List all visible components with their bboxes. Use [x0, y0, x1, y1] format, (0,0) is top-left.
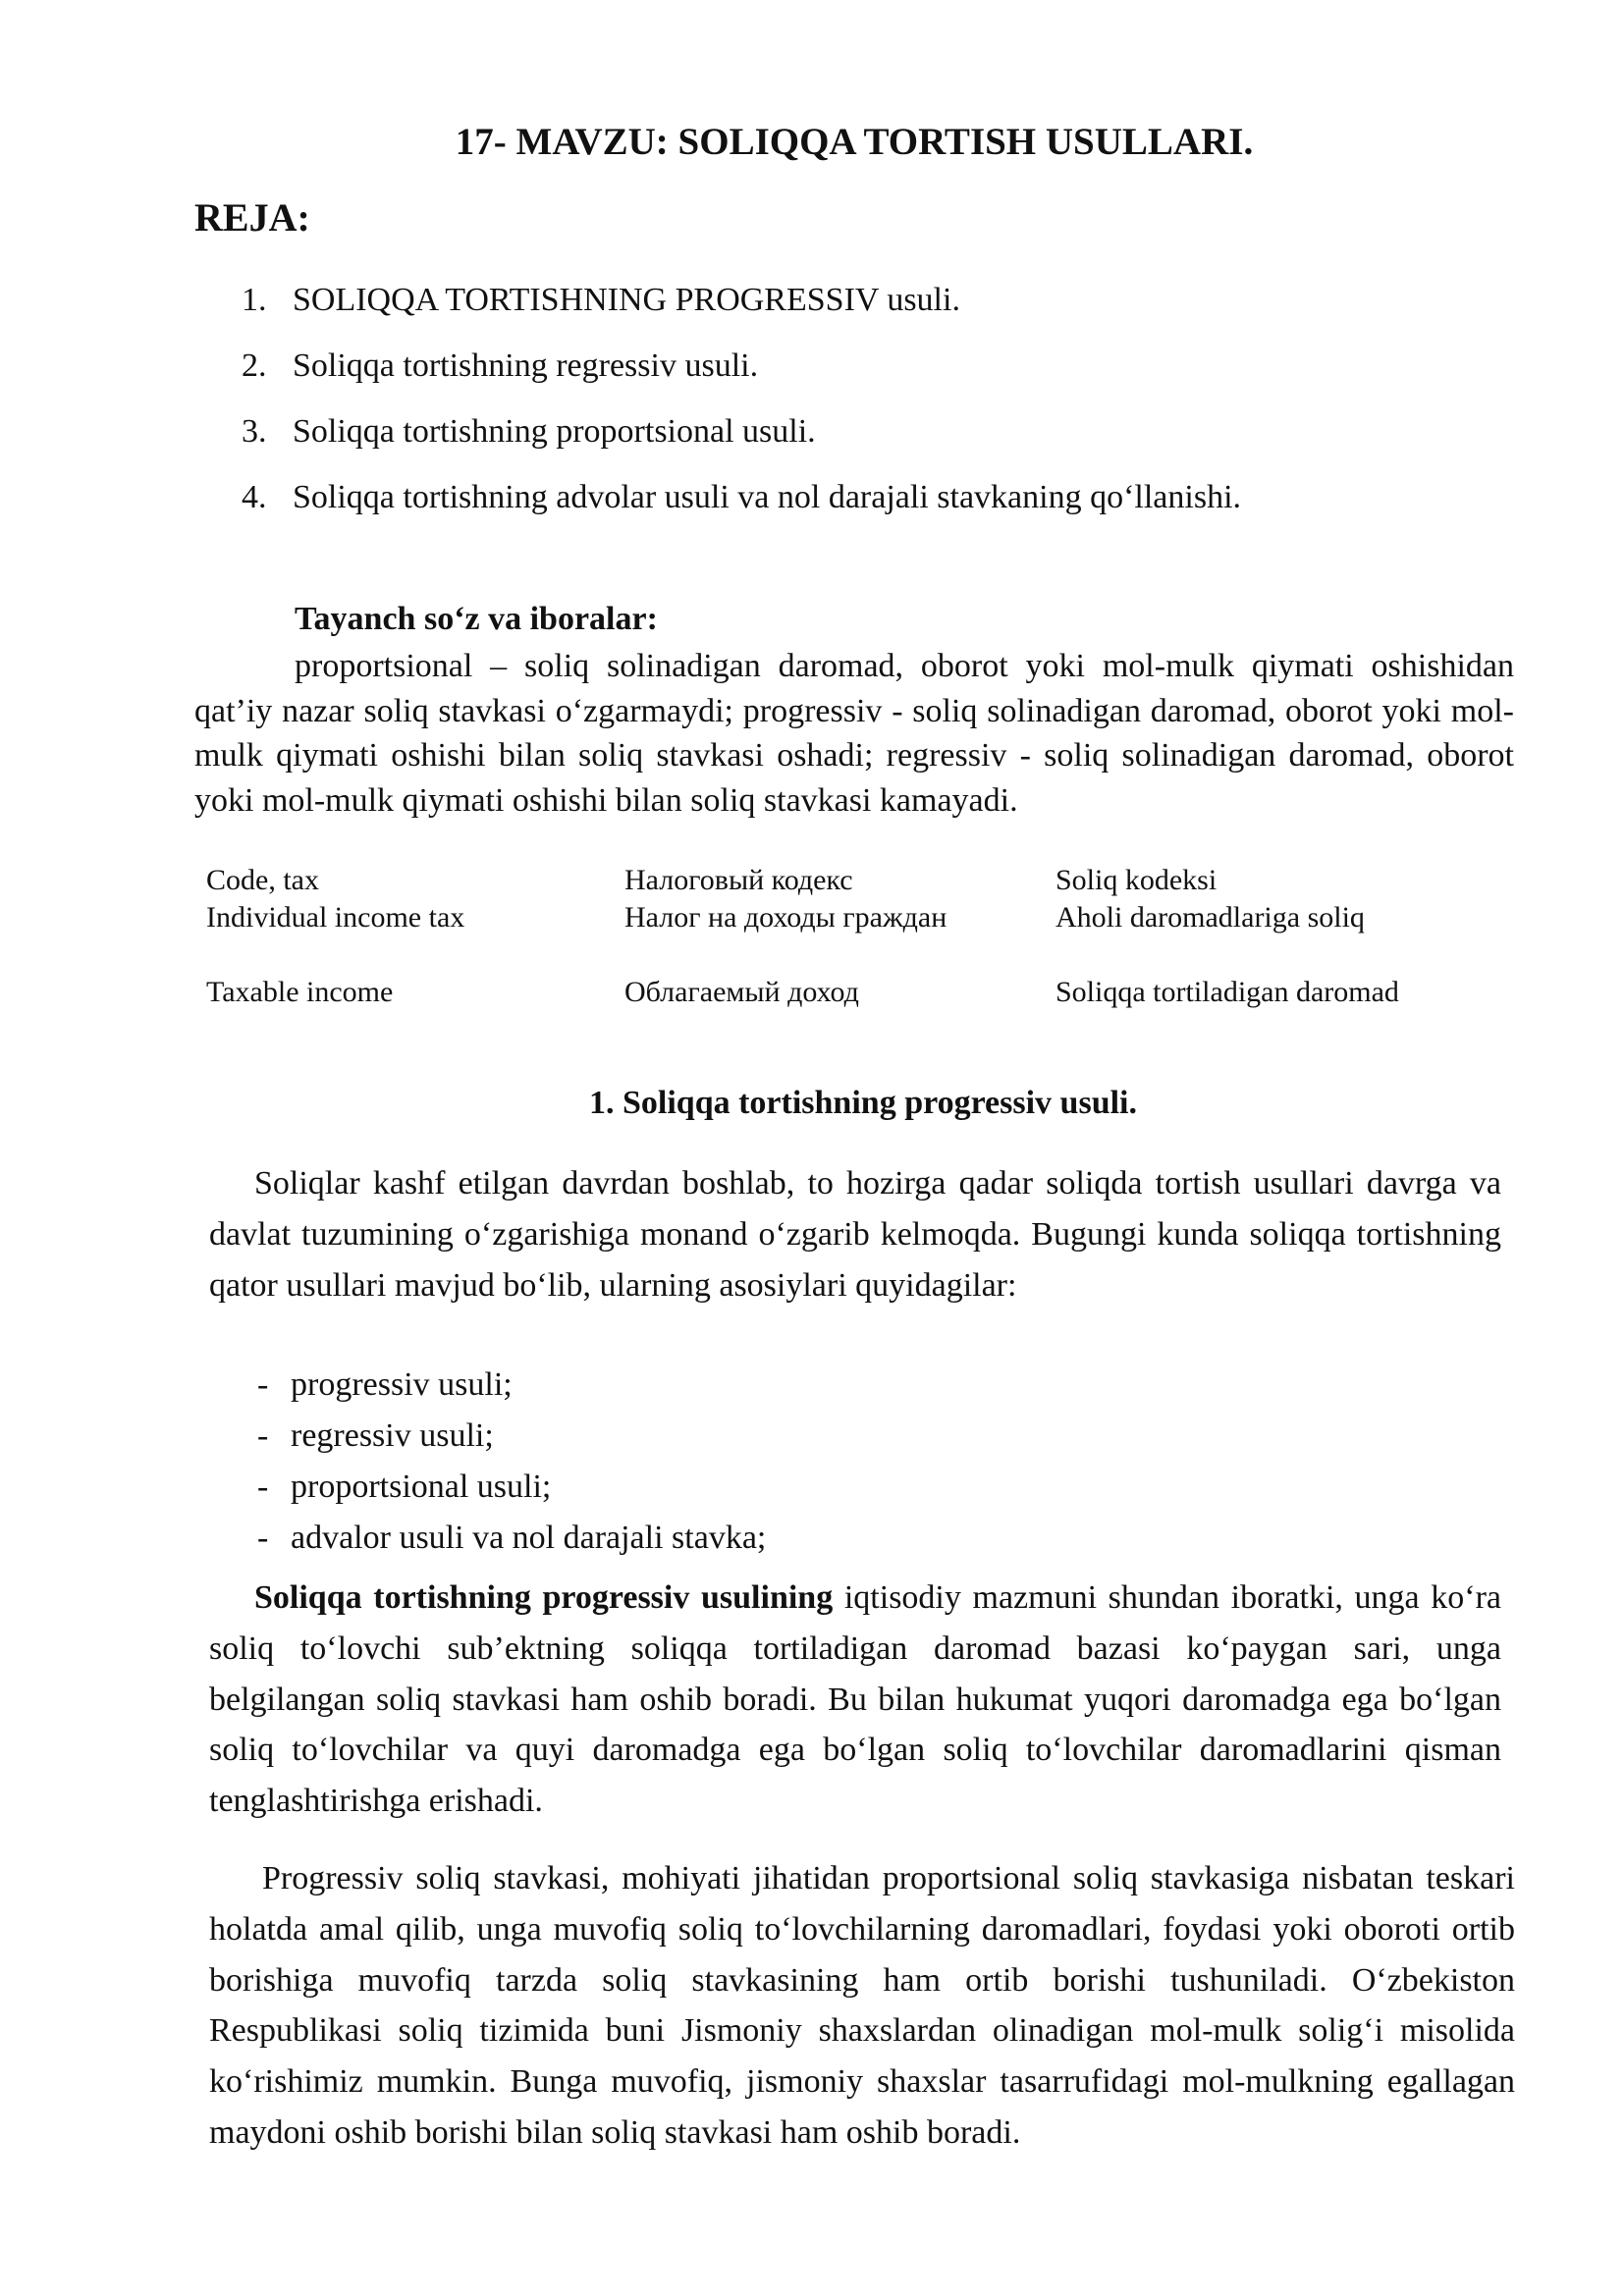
- emphasis-term: Soliqqa tortishning progressiv usulining: [254, 1579, 834, 1616]
- progressive-rate-text: Progressiv soliq stavkasi, mohiyati jihatidan proportsional soliq stavkasiga nisbatan teskari holatda amal qilib, unga muvofiq soliq to‘lovchilarning daromadlari, foydasi yoki oboroti ortib borishiga muvofiq tarzda soliq stavkasining ham ortib borishi tushuniladi. O‘zbekiston Respublikasi soliq tizimida buni Jismoniy shaxslardan olinadigan mol-mulk solig‘i misolida ko‘rishimiz mumkin. Bunga muvofiq, jismoniy shaxslar tasarrufidagi mol-mulkning egallagan maydoni oshib borishi bilan soliq stavkasi ham oshib boradi.: [209, 1860, 1515, 2151]
- list-item: [257, 1411, 766, 1462]
- bullet-dash: -: [257, 1520, 269, 1556]
- list-item-text: regressiv usuli;: [291, 1417, 494, 1454]
- section-heading: 1. Soliqqa tortishning progressiv usuli.: [588, 1085, 1137, 1121]
- glossary-term-english: Individual income tax: [206, 901, 465, 934]
- intro-paragraph: [209, 1158, 1501, 1310]
- plan-item-text: Soliqqa tortishning advolar usuli va nol darajali stavkaning qo‘llanishi.: [293, 479, 1242, 515]
- bullet-dash: -: [257, 1468, 269, 1505]
- glossary-term-russian: Налоговый кодекс: [624, 864, 853, 896]
- list-item: [257, 1462, 766, 1513]
- keywords-heading: Tayanch so‘z va iboralar:: [295, 601, 658, 637]
- glossary-term-english: Code, tax: [206, 864, 319, 896]
- keywords-definitions: [194, 644, 1514, 823]
- intro-text: Soliqlar kashf etilgan davrdan boshlab, to hozirga qadar soliqda tortish usullari davrga va davlat tuzumining o‘zgarishiga monand o‘zgarib kelmoqda. Bugungi kunda soliqqa tortishning qator usullari mavjud bo‘lib, ularning asosiylari quyidagilar:: [209, 1165, 1501, 1304]
- glossary-term-russian: Налог на доходы граждан: [624, 901, 947, 934]
- plan-item: [242, 267, 1241, 333]
- list-item: [257, 1360, 766, 1411]
- plan-item-text: Soliqqa tortishning regressiv usuli.: [293, 347, 759, 384]
- document-title: 17- MAVZU: SOLIQQA TORTISH USULLARI.: [455, 121, 1254, 163]
- plan-item: [242, 399, 1241, 464]
- plan-item-text: Soliqqa tortishning proportsional usuli.: [293, 413, 816, 450]
- glossary-term-uzbek: Soliqqa tortiladigan daromad: [1056, 976, 1399, 1008]
- list-item-text: progressiv usuli;: [291, 1366, 513, 1403]
- list-item-text: advalor usuli va nol darajali stavka;: [291, 1520, 767, 1556]
- glossary-term-russian: Облагаемый доход: [624, 976, 859, 1008]
- plan-list: [242, 267, 1241, 530]
- list-item: [257, 1513, 766, 1564]
- progressive-rate-paragraph: [209, 1853, 1515, 2159]
- glossary-row: [206, 862, 1522, 899]
- plan-item-text: SOLIQQA TORTISHNING PROGRESSIV usuli.: [293, 282, 960, 318]
- keywords-paragraph: proportsional – soliq solinadigan daromad, oborot yoki mol-mulk qiymati oshishidan qat’iy nazar soliq stavkasi o‘zgarmaydi; progressiv - soliq solinadigan daromad, oborot yoki mol-mulk qiymati oshishi bilan soliq stavkasi oshadi; regressiv - soliq solinadigan daromad, oborot yoki mol-mulk qiymati oshishi bilan soliq stavkasi kamayadi.: [194, 648, 1514, 819]
- plan-item-number: 1.: [242, 282, 267, 318]
- glossary-term-uzbek: Aholi daromadlariga soliq: [1056, 901, 1365, 934]
- methods-list: [257, 1360, 766, 1564]
- plan-item-number: 3.: [242, 413, 267, 450]
- plan-item: [242, 464, 1241, 530]
- bullet-dash: -: [257, 1417, 269, 1454]
- bullet-dash: -: [257, 1366, 269, 1403]
- plan-item-number: 4.: [242, 479, 267, 515]
- progressive-method-text: [209, 1573, 1501, 1827]
- paragraph-body: iqtisodiy mazmuni shundan iboratki, unga ko‘ra soliq to‘lovchi sub’ektning soliqqa tortiladigan daromad bazasi ko‘paygan sari, unga belgilangan soliq stavkasi ham oshib boradi. Bu bilan hukumat yuqori daromadga ega bo‘lgan soliq to‘lovchilar va quyi daromadga ega bo‘lgan soliq to‘lovchilar daromadlarini qisman tenglashtirishga erishadi.: [209, 1579, 1502, 1820]
- glossary-table: [206, 862, 1522, 1011]
- plan-item-number: 2.: [242, 347, 267, 384]
- glossary-row: [206, 899, 1522, 936]
- glossary-row: [206, 974, 1522, 1011]
- glossary-term-uzbek: Soliq kodeksi: [1056, 864, 1218, 896]
- list-item-text: proportsional usuli;: [291, 1468, 552, 1505]
- plan-item: [242, 333, 1241, 399]
- progressive-method-paragraph: [209, 1573, 1501, 1827]
- glossary-term-english: Taxable income: [206, 976, 394, 1008]
- plan-heading: REJA:: [194, 195, 310, 240]
